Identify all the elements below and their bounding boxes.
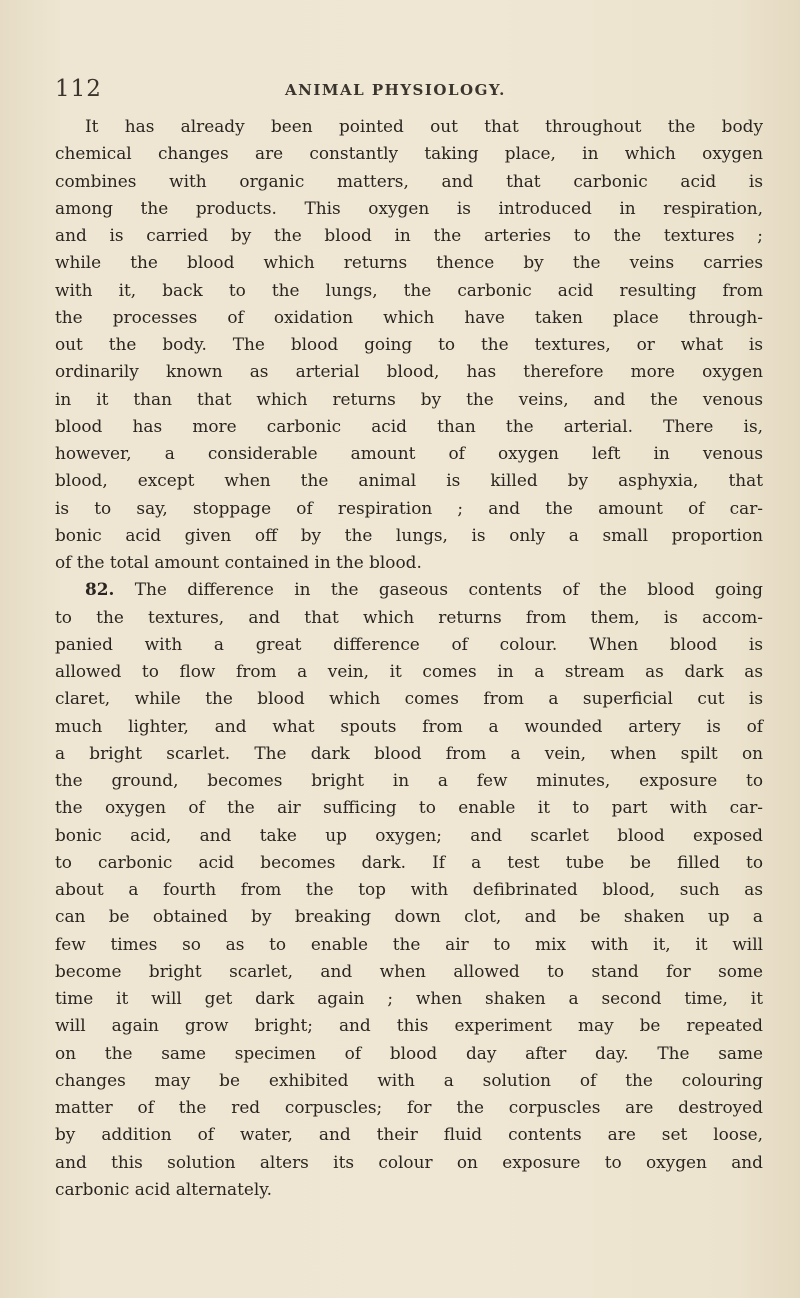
text-line: with it, back to the lungs, the carbonic acid resulting from <box>55 279 763 300</box>
text-line: bonic acid, and take up oxygen; and scarlet blood exposed <box>55 824 763 845</box>
text-line: to the textures, and that which returns from them, is accom- <box>55 606 763 627</box>
text-line: blood, except when the animal is killed by asphyxia, that <box>55 470 763 491</box>
text-line: on the same specimen of blood day after day. The same <box>55 1042 763 1063</box>
text-line: carbonic acid alternately. <box>55 1178 272 1199</box>
text-line: a bright scarlet. The dark blood from a vein, when spilt on <box>55 742 763 763</box>
text-line: the oxygen of the air sufficing to enable it to part with car- <box>55 797 763 818</box>
text-line: panied with a great difference of colour. When blood is <box>55 633 763 654</box>
paragraph-number: 82. <box>85 579 115 600</box>
text-line: of the total amount contained in the blood. <box>55 552 422 572</box>
text-line: bonic acid given off by the lungs, is only a small proportion <box>55 524 763 545</box>
text-line: few times so as to enable the air to mix with it, it will <box>55 933 763 954</box>
page-header <box>55 76 755 106</box>
text-line: The difference in the gaseous contents of the blood going <box>134 579 763 600</box>
text-line: and is carried by the blood in the arteries to the textures ; <box>55 225 763 245</box>
text-line: can be obtained by breaking down clot, and be shaken up a <box>55 906 763 927</box>
text-line: allowed to flow from a vein, it comes in a stream as dark as <box>55 661 763 681</box>
text-line: out the body. The blood going to the textures, or what is <box>55 334 763 354</box>
text-line: will again grow bright; and this experiment may be repeated <box>55 1015 763 1036</box>
text-line: It has already been pointed out that throughout the body <box>85 116 763 136</box>
text-line: by addition of water, and their fluid contents are set loose, <box>55 1124 763 1145</box>
text-line: changes may be exhibited with a solution of the colouring <box>55 1069 763 1090</box>
text-line: matter of the red corpuscles; for the corpuscles are destroyed <box>55 1097 763 1117</box>
text-line: claret, while the blood which comes from a superficial cut is <box>55 688 763 709</box>
text-line: the processes of oxidation which have taken place through- <box>55 306 763 327</box>
text-line: among the products. This oxygen is introduced in respiration, <box>55 197 763 218</box>
text-line: and this solution alters its colour on exposure to oxygen and <box>55 1151 763 1172</box>
text-line: become bright scarlet, and when allowed to stand for some <box>55 960 763 981</box>
text-line: much lighter, and what spouts from a wounded artery is of <box>55 715 763 736</box>
text-line: combines with organic matters, and that carbonic acid is <box>55 170 763 191</box>
page-number: 112 <box>55 76 102 102</box>
running-head: ANIMAL PHYSIOLOGY. <box>285 81 506 99</box>
body-text <box>55 113 763 1203</box>
text-line: while the blood which returns thence by the veins carries <box>55 252 763 273</box>
text-line: about a fourth from the top with defibrinated blood, such as <box>55 879 763 899</box>
text-line: however, a considerable amount of oxygen left in venous <box>55 443 763 463</box>
text-line: in it than that which returns by the veins, and the venous <box>55 388 763 409</box>
paragraph-82-first-line <box>55 576 763 603</box>
text-line: blood has more carbonic acid than the arterial. There is, <box>55 415 763 436</box>
text-line: chemical changes are constantly taking place, in which oxygen <box>55 143 763 164</box>
text-line: ordinarily known as arterial blood, has therefore more oxygen <box>55 361 763 382</box>
text-line: is to say, stoppage of respiration ; and the amount of car- <box>55 497 763 518</box>
text-line: the ground, becomes bright in a few minutes, exposure to <box>55 770 763 790</box>
text-line: to carbonic acid becomes dark. If a test tube be filled to <box>55 851 763 872</box>
text-line: time it will get dark again ; when shaken a second time, it <box>55 988 763 1008</box>
